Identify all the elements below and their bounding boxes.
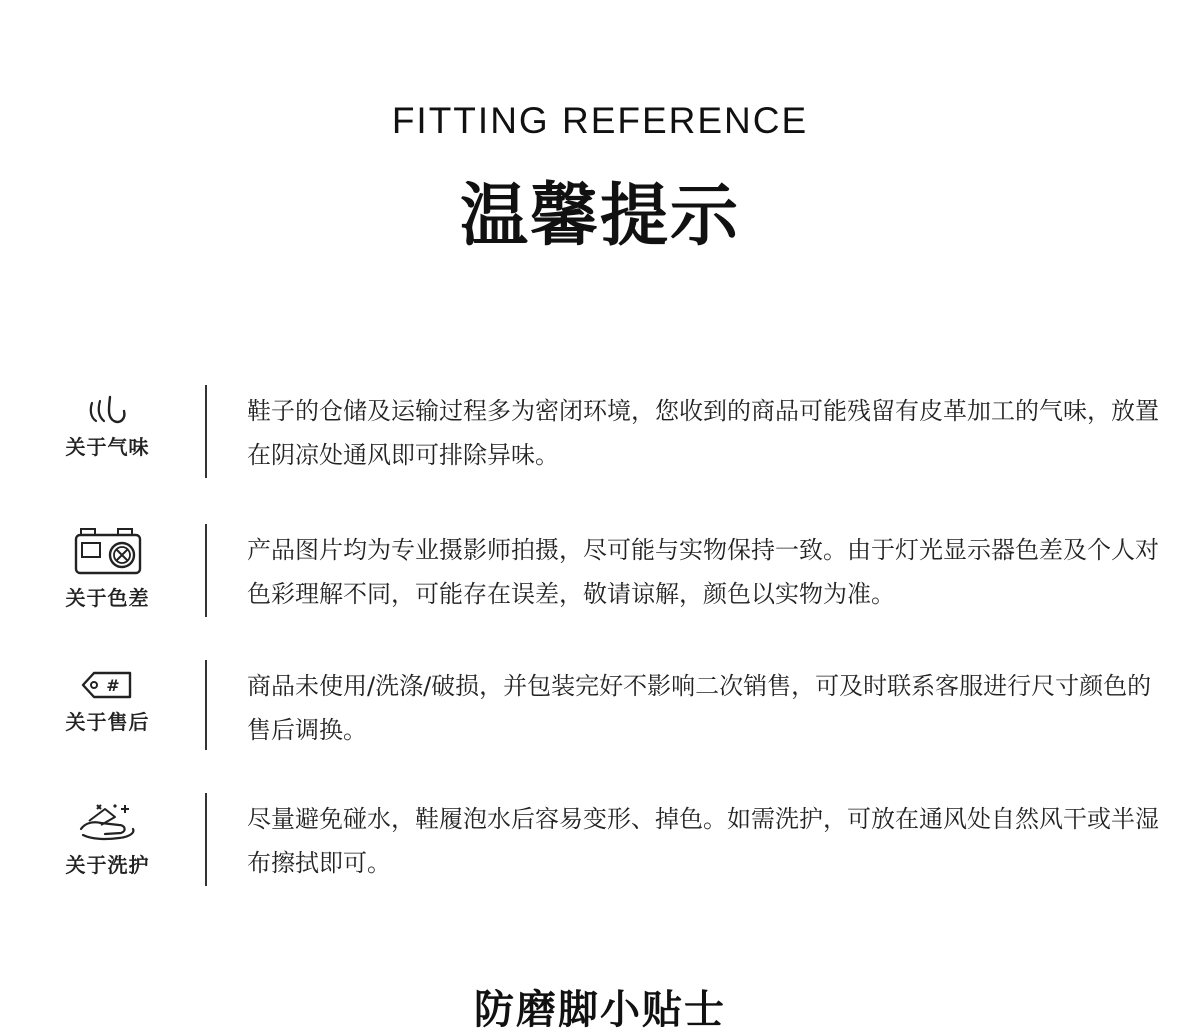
tip-washing-label: 关于洗护	[65, 853, 150, 877]
tip-smell-icon-block	[50, 393, 165, 460]
tip-smell-label: 关于气味	[65, 435, 150, 459]
tip-color	[0, 524, 1200, 619]
tip-aftersales-label: 关于售后	[65, 710, 150, 734]
tip-color-label: 关于色差	[65, 586, 150, 610]
tip-aftersales	[0, 660, 1200, 752]
tip-aftersales-icon-block	[50, 670, 165, 735]
header-title-en: FITTING REFERENCE	[391, 100, 809, 141]
tip-aftersales-divider	[205, 660, 207, 750]
tip-washing-icon-block	[50, 799, 165, 878]
svg-text:#: #	[105, 676, 120, 695]
tip-color-divider	[205, 524, 207, 617]
washing-hand-icon	[75, 799, 141, 843]
camera-icon	[72, 526, 144, 576]
smell-wave-icon	[78, 393, 138, 425]
tip-smell-divider	[205, 385, 207, 478]
header-title-zh: 温馨提示	[459, 177, 740, 256]
next-section-title: 防磨脚小贴士	[474, 987, 726, 1033]
tip-washing-divider	[205, 793, 207, 886]
tag-icon	[80, 670, 136, 700]
tip-smell-text: 鞋子的仓储及运输过程多为密闭环境，您收到的商品可能残留有皮革加工的气味，放置在阴凉处通风即可排除异味。	[247, 397, 1159, 469]
tip-color-icon-block	[50, 526, 165, 611]
tip-aftersales-text: 商品未使用/洗涤/破损，并包装完好不影响二次销售，可及时联系客服进行尺寸颜色的售后调换。	[247, 672, 1152, 744]
tip-smell	[0, 385, 1200, 480]
tip-color-text: 产品图片均为专业摄影师拍摄，尽可能与实物保持一致。由于灯光显示器色差及个人对色彩理解不同，可能存在误差，敬请谅解，颜色以实物为准。	[247, 536, 1159, 608]
tip-washing-text: 尽量避免碰水，鞋履泡水后容易变形、掉色。如需洗护，可放在通风处自然风干或半湿布擦拭即可。	[247, 805, 1159, 877]
tip-washing	[0, 793, 1200, 888]
